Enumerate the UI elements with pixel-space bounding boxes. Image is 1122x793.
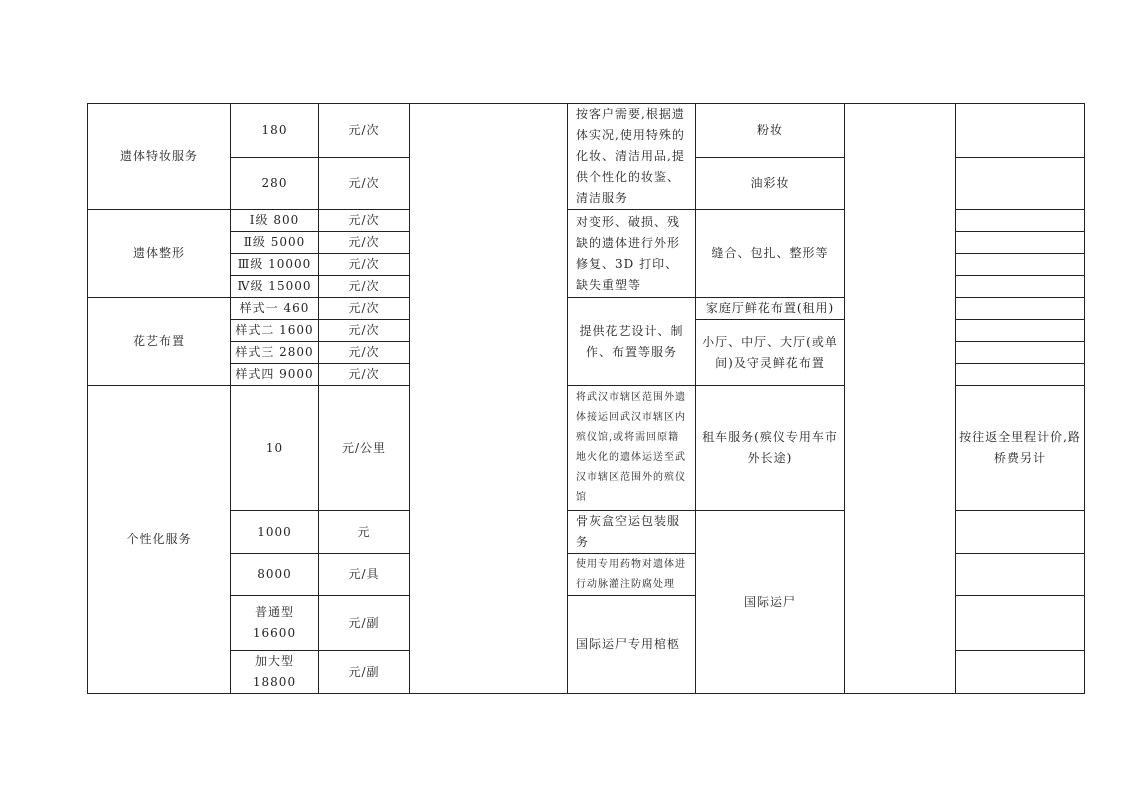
price-cell: 8000: [231, 554, 319, 596]
item-cell: 粉妆: [696, 104, 845, 158]
remark-cell: [956, 158, 1085, 210]
category-cell: 遗体整形: [88, 210, 231, 298]
remark-cell: [956, 511, 1085, 554]
unit-cell: 元/次: [319, 298, 410, 320]
unit-cell: 元/次: [319, 276, 410, 298]
remark-cell: [956, 254, 1085, 276]
price-cell: Ⅱ级 5000: [231, 232, 319, 254]
price-cell: 样式三 2800: [231, 342, 319, 364]
price-cell: Ⅳ级 15000: [231, 276, 319, 298]
remark-cell: 按往返全里程计价,路桥费另计: [956, 386, 1085, 511]
unit-cell: 元/次: [319, 158, 410, 210]
remark-cell: [956, 104, 1085, 158]
remark-cell: [956, 342, 1085, 364]
description-cell: 提供花艺设计、制作、布置等服务: [568, 298, 696, 386]
remark-cell: [956, 320, 1085, 342]
price-cell: 10: [231, 386, 319, 511]
item-cell: 租车服务(殡仪专用车市外长途): [696, 386, 845, 511]
price-cell: Ⅲ级 10000: [231, 254, 319, 276]
blank-column-cell: [410, 104, 568, 694]
unit-cell: 元/副: [319, 596, 410, 651]
unit-cell: 元/次: [319, 364, 410, 386]
blank-column-cell: [845, 104, 956, 694]
price-cell: 普通型16600: [231, 596, 319, 651]
service-fee-table: [87, 103, 1085, 694]
remark-cell: [956, 596, 1085, 651]
unit-cell: 元/次: [319, 232, 410, 254]
unit-cell: 元/次: [319, 210, 410, 232]
price-cell: 1000: [231, 511, 319, 554]
unit-cell: 元/次: [319, 342, 410, 364]
unit-cell: 元/公里: [319, 386, 410, 511]
remark-cell: [956, 651, 1085, 694]
remark-cell: [956, 554, 1085, 596]
unit-cell: 元: [319, 511, 410, 554]
item-cell: 小厅、中厅、大厅(或单间)及守灵鲜花布置: [696, 320, 845, 386]
description-cell: 将武汉市辖区范围外遗体接运回武汉市辖区内殡仪馆,或将需回原籍地火化的遗体运送至武汉市辖区范围外的殡仪馆: [568, 386, 696, 511]
item-cell: 家庭厅鲜花布置(租用): [696, 298, 845, 320]
unit-cell: 元/次: [319, 254, 410, 276]
remark-cell: [956, 298, 1085, 320]
item-cell: 油彩妆: [696, 158, 845, 210]
price-cell: 样式二 1600: [231, 320, 319, 342]
unit-cell: 元/副: [319, 651, 410, 694]
description-cell: 按客户需要,根据遗体实况,使用特殊的化妆、清洁用品,提供个性化的妆鉴、清洁服务: [568, 104, 696, 210]
price-cell: 280: [231, 158, 319, 210]
item-cell: 缝合、包扎、整形等: [696, 210, 845, 298]
description-cell: 国际运尸专用棺柩: [568, 596, 696, 694]
unit-cell: 元/具: [319, 554, 410, 596]
remark-cell: [956, 364, 1085, 386]
price-cell: 样式四 9000: [231, 364, 319, 386]
unit-cell: 元/次: [319, 320, 410, 342]
item-cell: 国际运尸: [696, 511, 845, 694]
price-cell: 样式一 460: [231, 298, 319, 320]
category-cell: 个性化服务: [88, 386, 231, 694]
category-cell: 花艺布置: [88, 298, 231, 386]
description-cell: 对变形、破损、残缺的遗体进行外形修复、3D 打印、缺失重塑等: [568, 210, 696, 298]
price-cell: 180: [231, 104, 319, 158]
description-cell: 使用专用药物对遗体进行动脉灌注防腐处理: [568, 554, 696, 596]
price-cell: 加大型18800: [231, 651, 319, 694]
description-cell: 骨灰盒空运包装服务: [568, 511, 696, 554]
category-cell: 遗体特妆服务: [88, 104, 231, 210]
remark-cell: [956, 232, 1085, 254]
price-cell: Ⅰ级 800: [231, 210, 319, 232]
table-row: [88, 104, 1085, 158]
remark-cell: [956, 276, 1085, 298]
unit-cell: 元/次: [319, 104, 410, 158]
remark-cell: [956, 210, 1085, 232]
